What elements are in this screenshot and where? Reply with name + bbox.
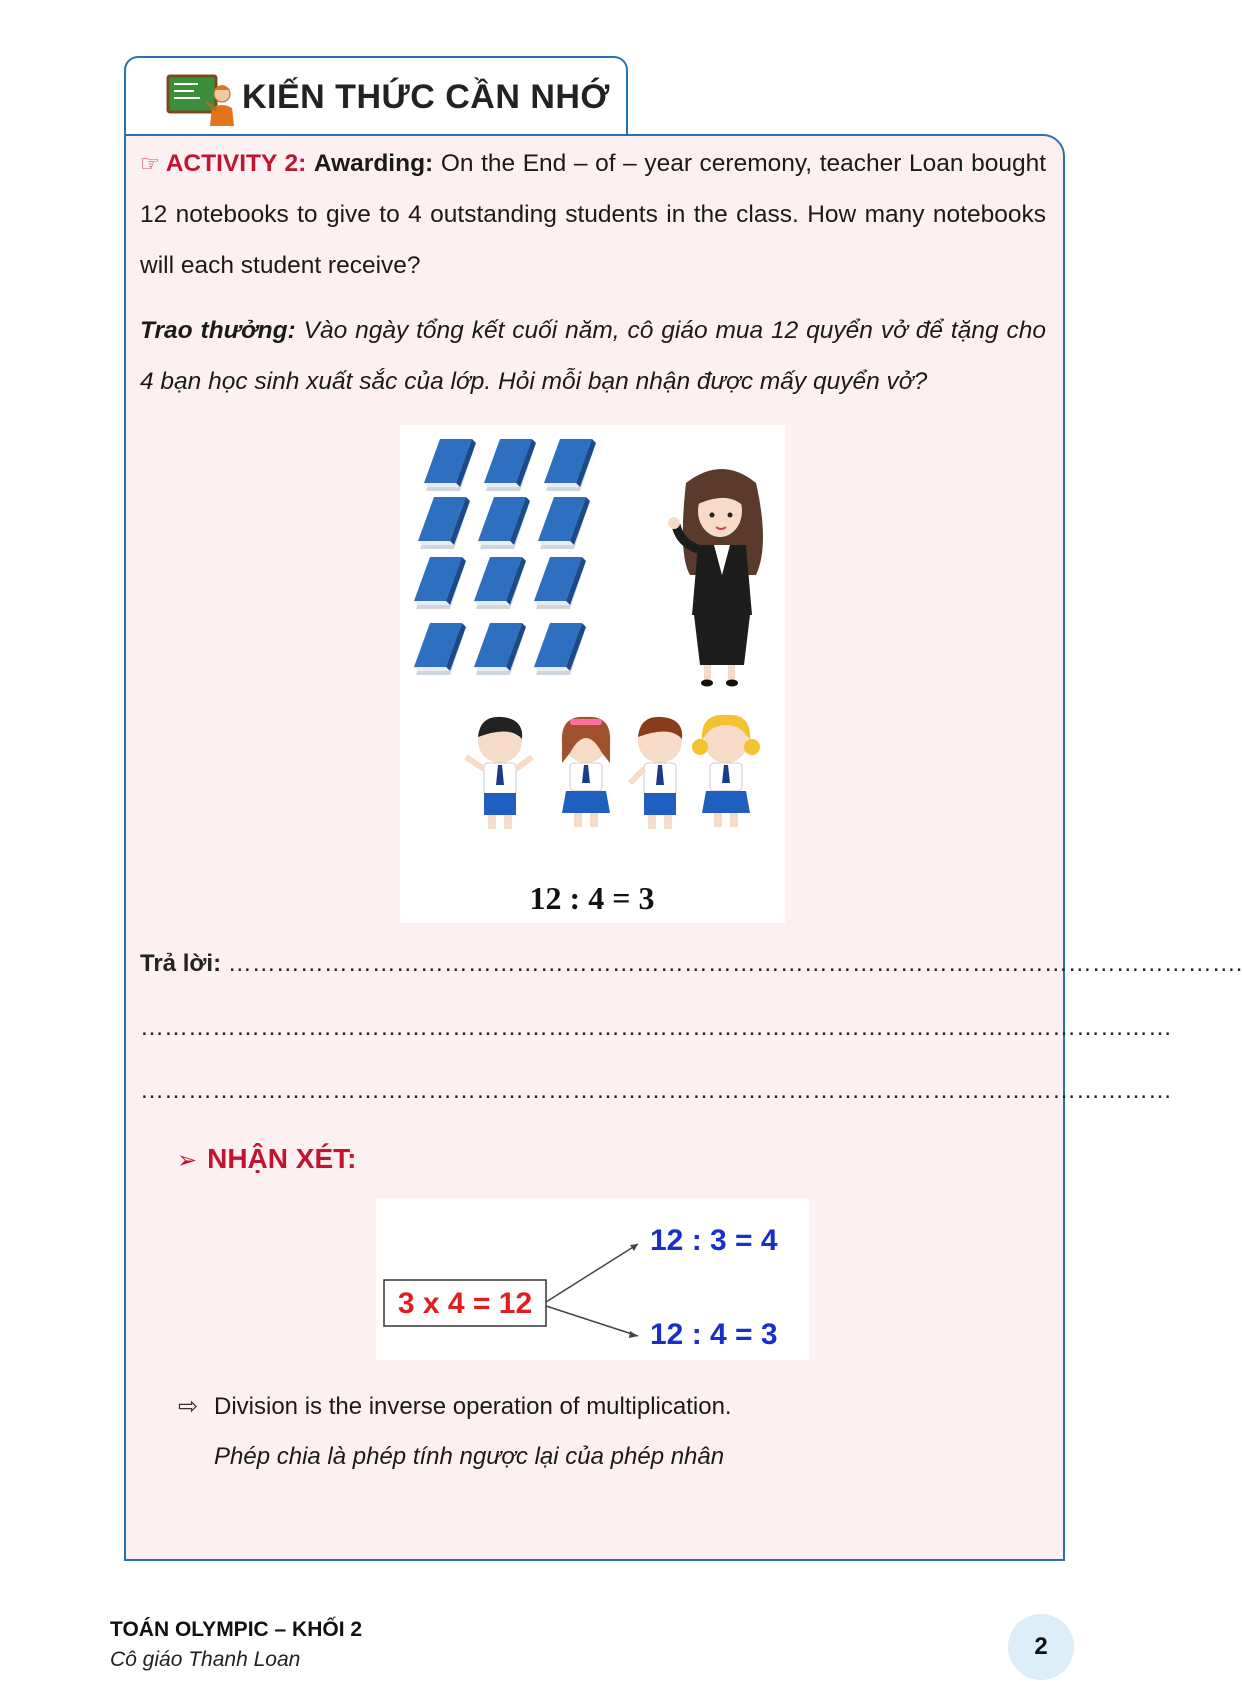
notebook-icon (534, 557, 586, 609)
division-equation-1: 12 : 3 = 4 (650, 1224, 778, 1257)
illustration-equation: 12 : 4 = 3 (529, 880, 655, 916)
arrow-up-line (546, 1244, 638, 1302)
notebook-icon (414, 623, 466, 675)
notebook-icon (534, 623, 586, 675)
notebooks-grid (414, 439, 596, 675)
right-arrow-icon: ⇨ (178, 1393, 199, 1420)
answer-dots-1: ………………………………………………………………………………………………………………. (227, 950, 1242, 977)
activity-title-vi: Trao thưởng: (140, 317, 296, 344)
answer-line-3: ………………………………………………………………………………………………………………… (140, 1077, 1172, 1104)
teacher-figure (668, 469, 763, 687)
section-title: KIẾN THỨC CẦN NHỚ (242, 78, 610, 116)
arrow-bullet-icon: ➢ (177, 1147, 198, 1174)
activity-paragraph-en (140, 138, 1046, 291)
notebook-icon (424, 439, 476, 491)
illustration-drawing (400, 425, 785, 923)
inverse-operation-diagram (376, 1198, 809, 1360)
remark-title: NHẬN XÉT: (207, 1143, 357, 1174)
notebook-icon (484, 439, 536, 491)
student-girl-icon (562, 717, 610, 827)
header-tab (124, 56, 628, 138)
note-text-en: Division is the inverse operation of multiplication. (214, 1393, 732, 1420)
activity-label: ACTIVITY 2: (165, 150, 307, 177)
notebook-icon (474, 557, 526, 609)
note-text-vi: Phép chia là phép tính ngược lại của phép nhân (214, 1443, 725, 1470)
notebook-icon (414, 557, 466, 609)
activity-text-en: On the End – of – year ceremony, teacher Loan bought 12 notebooks to give to 4 outstanding students in the class. How many notebooks will each student receive? (140, 150, 1047, 279)
pointing-hand-icon: ☞ (140, 151, 160, 176)
multiplication-equation: 3 x 4 = 12 (397, 1287, 533, 1320)
student-boy-icon (466, 717, 532, 829)
notebook-icon (474, 623, 526, 675)
activity-title-en: Awarding: (313, 150, 434, 177)
footer-title: TOÁN OLYMPIC – KHỐI 2 (110, 1618, 363, 1641)
notebook-icon (418, 497, 470, 549)
answer-label: Trả lời: (140, 950, 222, 977)
remark-heading (177, 1143, 356, 1175)
activity-text-vi: Vào ngày tổng kết cuối năm, cô giáo mua 12 quyển vở để tặng cho 4 bạn học sinh xuất sắc của lớp. Hỏi mỗi bạn nhận được mấy quyển vở? (140, 317, 1047, 395)
footer-author: Cô giáo Thanh Loan (110, 1648, 301, 1671)
diagram-drawing (376, 1198, 809, 1360)
answer-line-2: ………………………………………………………………………………………………………………… (140, 1014, 1172, 1041)
answer-line-1 (140, 950, 1242, 978)
notebook-icon (544, 439, 596, 491)
student-boy-icon (630, 717, 682, 829)
notebooks-illustration (400, 425, 785, 923)
activity-paragraph-vi (140, 305, 1046, 407)
page-number: 2 (1008, 1614, 1074, 1680)
notebook-icon (538, 497, 590, 549)
arrow-down-line (546, 1306, 638, 1336)
note-en (178, 1392, 732, 1421)
notebook-icon (478, 497, 530, 549)
division-equation-2: 12 : 4 = 3 (650, 1318, 778, 1351)
student-girl-icon (692, 715, 760, 827)
students-group (466, 715, 760, 829)
teacher-blackboard-icon (166, 72, 238, 126)
